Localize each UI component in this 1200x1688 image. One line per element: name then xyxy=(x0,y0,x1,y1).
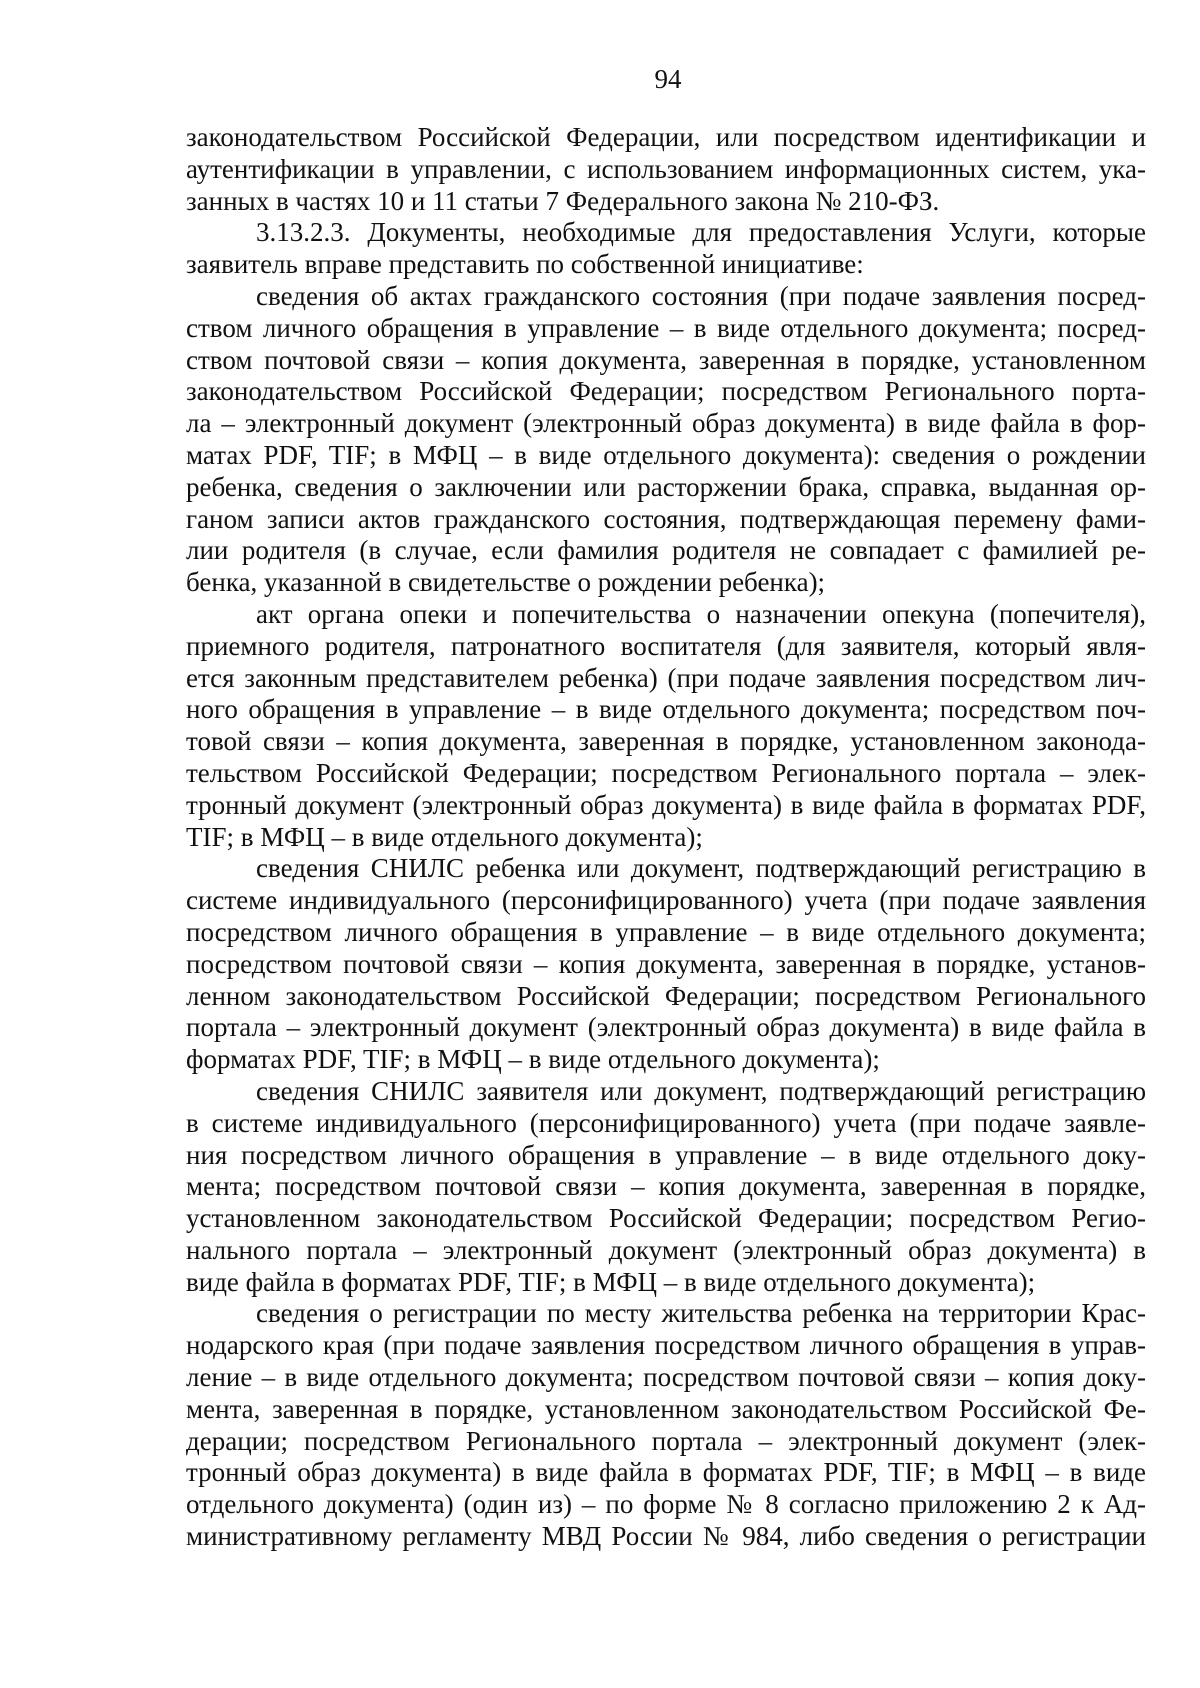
text-line: ребенка, сведения о заключении или расторжении брака, справка, выданная ор- xyxy=(186,471,1146,502)
text-line: тронный документ (электронный образ документа) в виде файла в форматах PDF, xyxy=(186,789,1146,820)
text-line: нодарского края (при подаче заявления посредством личного обращения в управ- xyxy=(186,1330,1146,1361)
text-line: занных в частях 10 и 11 статьи 7 Федерального закона № 210-ФЗ. xyxy=(186,185,940,216)
paragraph xyxy=(186,122,1146,217)
paragraph xyxy=(186,1298,1146,1552)
text-line: законодательством Российской Федерации, или посредством идентификации и xyxy=(186,122,1146,152)
text-line: системе индивидуального (персонифицированного) учета (при подаче заявления xyxy=(186,885,1146,916)
text-line: посредством почтовой связи – копия документа, заверенная в порядке, установ- xyxy=(186,948,1146,979)
text-line: бенка, указанной в свидетельстве о рождении ребенка); xyxy=(186,567,826,598)
text-line: портала – электронный документ (электронный образ документа) в виде файла в xyxy=(186,1012,1146,1043)
text-line: сведения об актах гражданского состояния (при подаче заявления посред- xyxy=(256,280,1146,311)
text-line: сведения СНИЛС заявителя или документ, подтверждающий регистрацию xyxy=(256,1075,1146,1106)
page-number: 94 xyxy=(654,64,682,94)
text-line: тронный образ документа) в виде файла в форматах PDF, TIF; в МФЦ – в виде xyxy=(186,1457,1146,1488)
text-line: 3.13.2.3. Документы, необходимые для предоставления Услуги, которые xyxy=(256,217,1146,248)
text-line: мента; посредством почтовой связи – копия документа, заверенная в порядке, xyxy=(186,1171,1146,1202)
text-line: сведения СНИЛС ребенка или документ, подтверждающий регистрацию в xyxy=(256,853,1146,884)
text-line: мента, заверенная в порядке, установленном законодательством Российской Фе- xyxy=(186,1393,1146,1424)
text-line: аутентификации в управлении, с использованием информационных систем, ука- xyxy=(186,153,1146,184)
text-line: отдельного документа) (один из) – по форме № 8 согласно приложению 2 к Ад- xyxy=(186,1489,1146,1520)
text-line: ется законным представителем ребенка) (при подаче заявления посредством лич- xyxy=(186,662,1146,693)
text-line: ление – в виде отдельного документа; посредством почтовой связи – копия доку- xyxy=(186,1362,1146,1393)
text-line: ганом записи актов гражданского состояния, подтверждающая перемену фами- xyxy=(186,503,1146,534)
text-line: виде файла в форматах PDF, TIF; в МФЦ – в виде отдельного документа); xyxy=(186,1266,1036,1297)
text-line: министративному регламенту МВД России № 984, либо сведения о регистрации xyxy=(186,1521,1146,1552)
paragraph xyxy=(186,217,1146,281)
paragraph xyxy=(186,853,1146,1076)
text-line: товой связи – копия документа, заверенная в порядке, установленном законода- xyxy=(186,726,1146,757)
paragraph xyxy=(186,1076,1146,1299)
text-line: матах PDF, TIF; в МФЦ – в виде отдельного документа): сведения о рождении xyxy=(186,439,1146,470)
paragraph xyxy=(186,281,1146,599)
document-body xyxy=(186,122,1146,1553)
paragraph xyxy=(186,599,1146,853)
text-line: ного обращения в управление – в виде отдельного документа; посредством поч- xyxy=(186,694,1146,725)
text-line: TIF; в МФЦ – в виде отдельного документа); xyxy=(186,821,703,852)
text-line: заявитель вправе представить по собственной инициативе: xyxy=(186,249,864,280)
text-line: посредством личного обращения в управление – в виде отдельного документа; xyxy=(186,916,1146,947)
text-line: дерации; посредством Регионального портала – электронный документ (элек- xyxy=(186,1425,1146,1456)
text-line: тельством Российской Федерации; посредством Регионального портала – элек- xyxy=(186,757,1146,788)
text-line: в системе индивидуального (персонифицированного) учета (при подаче заявле- xyxy=(186,1107,1146,1138)
text-line: установленном законодательством Российской Федерации; посредством Регио- xyxy=(186,1203,1146,1234)
text-line: ством почтовой связи – копия документа, заверенная в порядке, установленном xyxy=(186,344,1146,375)
text-line: ния посредством личного обращения в управление – в виде отдельного доку- xyxy=(186,1139,1146,1170)
text-line: акт органа опеки и попечительства о назначении опекуна (попечителя), xyxy=(256,598,1146,629)
text-line: форматах PDF, TIF; в МФЦ – в виде отдельного документа); xyxy=(186,1044,880,1075)
text-line: нального портала – электронный документ (электронный образ документа) в xyxy=(186,1234,1146,1265)
text-line: ла – электронный документ (электронный образ документа) в виде файла в фор- xyxy=(186,408,1146,439)
text-line: приемного родителя, патронатного воспитателя (для заявителя, который явля- xyxy=(186,630,1146,661)
text-line: ленном законодательством Российской Федерации; посредством Регионального xyxy=(186,980,1146,1011)
text-line: лии родителя (в случае, если фамилия родителя не совпадает с фамилией ре- xyxy=(186,535,1146,566)
text-line: законодательством Российской Федерации; посредством Регионального порта- xyxy=(186,376,1146,407)
text-line: сведения о регистрации по месту жительства ребенка на территории Крас- xyxy=(256,1298,1146,1329)
text-line: ством личного обращения в управление – в виде отдельного документа; посред- xyxy=(186,312,1146,343)
